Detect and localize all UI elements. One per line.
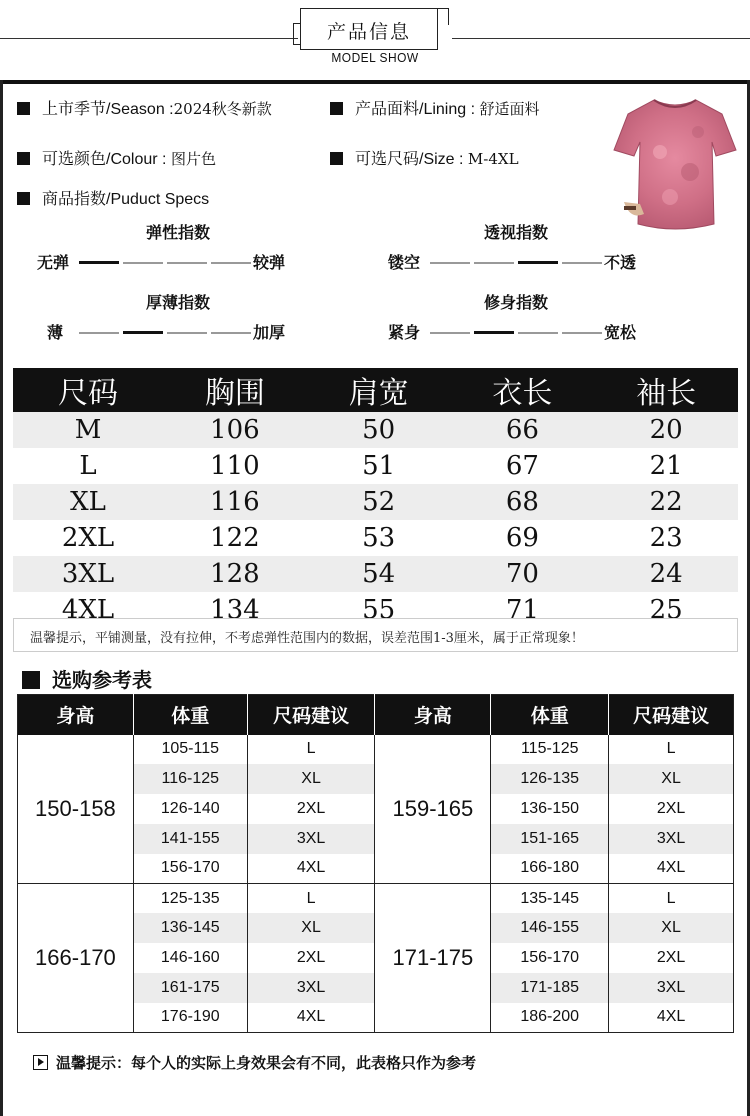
bullet-square-icon [17,102,30,115]
season-label: 上市季节/Season : [42,101,174,118]
table-cell: 106 [163,412,307,448]
table-cell: 3XL [13,556,163,592]
height-range: 150-158 [18,735,134,884]
weight-cell: 115-125 [491,735,609,765]
table-cell: 71 [505,595,539,625]
size-cell: 4XL [247,1003,375,1033]
table-cell: 53 [362,523,396,553]
table-cell: 116 [163,484,307,520]
elastic-index-title: 弹性指数 [145,225,210,242]
table-cell: 128 [163,556,307,592]
scale-segment [562,332,602,334]
table-cell: 50 [307,412,451,448]
size-info [330,146,519,169]
table-cell: XL [13,484,163,520]
specs-label: 商品指数/Puduct Specs [42,191,210,208]
scale-right-label: 宽松 [604,325,637,342]
scale-segment [123,262,163,264]
weight-cell: 176-190 [133,1003,247,1033]
scale-segment [167,262,207,264]
weight-cell: 125-135 [133,883,247,913]
colour-label: 可选颜色/Colour : [42,151,167,168]
weight-cell: 186-200 [491,1003,609,1033]
thickness-index-title: 厚薄指数 [145,295,210,312]
sheer-index-title: 透视指数 [483,225,548,242]
table-row [13,484,738,520]
size-cell: 2XL [247,943,375,973]
bullet-square-icon [17,152,30,165]
table-cell: 20 [594,412,738,448]
height-range: 166-170 [18,883,134,1032]
table-cell: 69 [505,523,539,553]
size-cell: 4XL [609,854,734,884]
weight-cell: 161-175 [133,973,247,1003]
scale-left-label: 镂空 [388,255,421,272]
scale-right-label: 不透 [604,255,637,272]
header-weight: 体重 [133,695,247,735]
height-range: 171-175 [375,883,491,1032]
page-title: 产品信息 [326,21,411,43]
season-value: 2024秋冬新款 [173,100,272,118]
lining-value: 舒适面料 [479,100,540,118]
header-size: 尺码 [13,368,163,412]
weight-cell: 171-185 [491,973,609,1003]
table-cell: 54 [307,556,451,592]
reference-title: 选购参考表 [52,670,152,692]
scale-segment [211,262,251,264]
size-cell: 4XL [247,854,375,884]
fit-index-title: 修身指数 [483,295,548,312]
height-range: 159-165 [375,735,491,884]
table-cell: 68 [451,484,595,520]
header [0,0,750,80]
colour-value: 图片色 [170,150,216,168]
size-cell: L [609,735,734,765]
scale-segment [79,332,119,334]
header-height: 身高 [375,695,491,735]
reference-header [18,695,734,735]
divider [0,38,298,39]
colour-info [17,146,216,169]
header-size-advice: 尺码建议 [247,695,375,735]
bullet-square-icon [22,671,40,689]
weight-cell: 105-115 [133,735,247,765]
size-table-header [13,368,738,412]
table-row [13,556,738,592]
weight-cell: 126-135 [491,764,609,794]
size-cell: 2XL [609,794,734,824]
table-cell: 55 [362,595,396,625]
scale-right-label: 较弹 [253,255,286,272]
table-row [13,520,738,556]
weight-cell: 156-170 [133,854,247,884]
weight-cell: 135-145 [491,883,609,913]
weight-cell: 141-155 [133,824,247,854]
frame-top [0,80,750,84]
size-cell: XL [609,913,734,943]
scale-segment [562,262,602,264]
table-cell: 70 [451,556,595,592]
size-label: 可选尺码/Size : [355,151,464,168]
table-cell: L [79,451,97,481]
table-cell: 52 [307,484,451,520]
specs-info [17,186,209,209]
size-cell: 4XL [609,1003,734,1033]
table-cell: 134 [210,595,260,625]
scale-segment-active [123,331,163,334]
header-chest: 胸围 [163,368,307,412]
weight-cell: 116-125 [133,764,247,794]
bullet-square-icon [330,102,343,115]
table-cell: 66 [451,412,595,448]
weight-cell: 146-155 [491,913,609,943]
scale-segment-active [474,331,514,334]
size-cell: XL [247,913,375,943]
scale-left-label: 紧身 [388,325,421,342]
size-cell: 3XL [609,824,734,854]
table-cell: 24 [594,556,738,592]
table-cell: 4XL [61,595,115,625]
size-table [13,368,738,628]
sheer-scale [388,250,648,276]
frame-left [0,80,3,1116]
size-cell: 3XL [247,824,375,854]
reference-table [17,694,734,1033]
size-cell: 3XL [609,973,734,1003]
size-cell: L [609,883,734,913]
scale-left-label: 薄 [47,325,64,342]
table-row [18,883,734,913]
table-row [13,448,738,484]
table-cell: 67 [505,451,539,481]
size-value: M-4XL [467,150,519,168]
table-row [18,735,734,765]
table-cell: 25 [649,595,683,625]
header-shoulder: 肩宽 [307,368,451,412]
scale-left-label: 无弹 [37,255,70,272]
weight-cell: 156-170 [491,943,609,973]
product-tshirt-image [610,92,740,240]
reference-note-text: 温馨提示：每个人的实际上身效果会有不同，此表格只作为参考 [56,1055,477,1072]
elastic-scale [37,250,297,276]
header-length: 衣长 [451,368,595,412]
reference-note [33,1052,476,1073]
table-cell: 22 [594,484,738,520]
size-cell: L [247,735,375,765]
table-cell: 122 [210,523,260,553]
size-cell: 2XL [609,943,734,973]
scale-segment-active [518,261,558,264]
size-cell: XL [247,764,375,794]
weight-cell: 136-145 [133,913,247,943]
bullet-square-icon [330,152,343,165]
weight-cell: 136-150 [491,794,609,824]
size-cell: 3XL [247,973,375,1003]
scale-segment [430,332,470,334]
size-cell: L [247,883,375,913]
thickness-scale [47,320,307,346]
season-info [17,96,272,119]
table-cell: 110 [210,451,260,481]
lining-info [330,96,540,119]
weight-cell: 151-165 [491,824,609,854]
play-icon [33,1055,48,1070]
table-cell: M [13,412,163,448]
scale-segment [474,262,514,264]
scale-segment [167,332,207,334]
page-subtitle: MODEL SHOW [331,50,419,65]
table-cell: 21 [649,451,683,481]
divider [452,38,750,39]
scale-segment-active [79,261,119,264]
scale-segment [211,332,251,334]
weight-cell: 146-160 [133,943,247,973]
size-cell: XL [609,764,734,794]
scale-segment [430,262,470,264]
title-box [300,8,438,50]
weight-cell: 166-180 [491,854,609,884]
table-cell: 51 [362,451,396,481]
table-cell: 23 [649,523,683,553]
scale-right-label: 加厚 [253,325,286,342]
size-cell: 2XL [247,794,375,824]
header-height: 身高 [18,695,134,735]
bullet-square-icon [17,192,30,205]
header-size-advice: 尺码建议 [609,695,734,735]
weight-cell: 126-140 [133,794,247,824]
header-sleeve: 袖长 [594,368,738,412]
scale-segment [518,332,558,334]
lining-label: 产品面料/Lining : [355,101,476,118]
table-row [13,412,738,448]
reference-heading [22,664,152,693]
header-weight: 体重 [491,695,609,735]
measurement-note: 温馨提示，平铺测量，没有拉伸，不考虑弹性范围内的数据，误差范围1-3厘米，属于正常现象！ [13,618,738,652]
fit-scale [388,320,658,346]
table-cell: 2XL [61,523,115,553]
